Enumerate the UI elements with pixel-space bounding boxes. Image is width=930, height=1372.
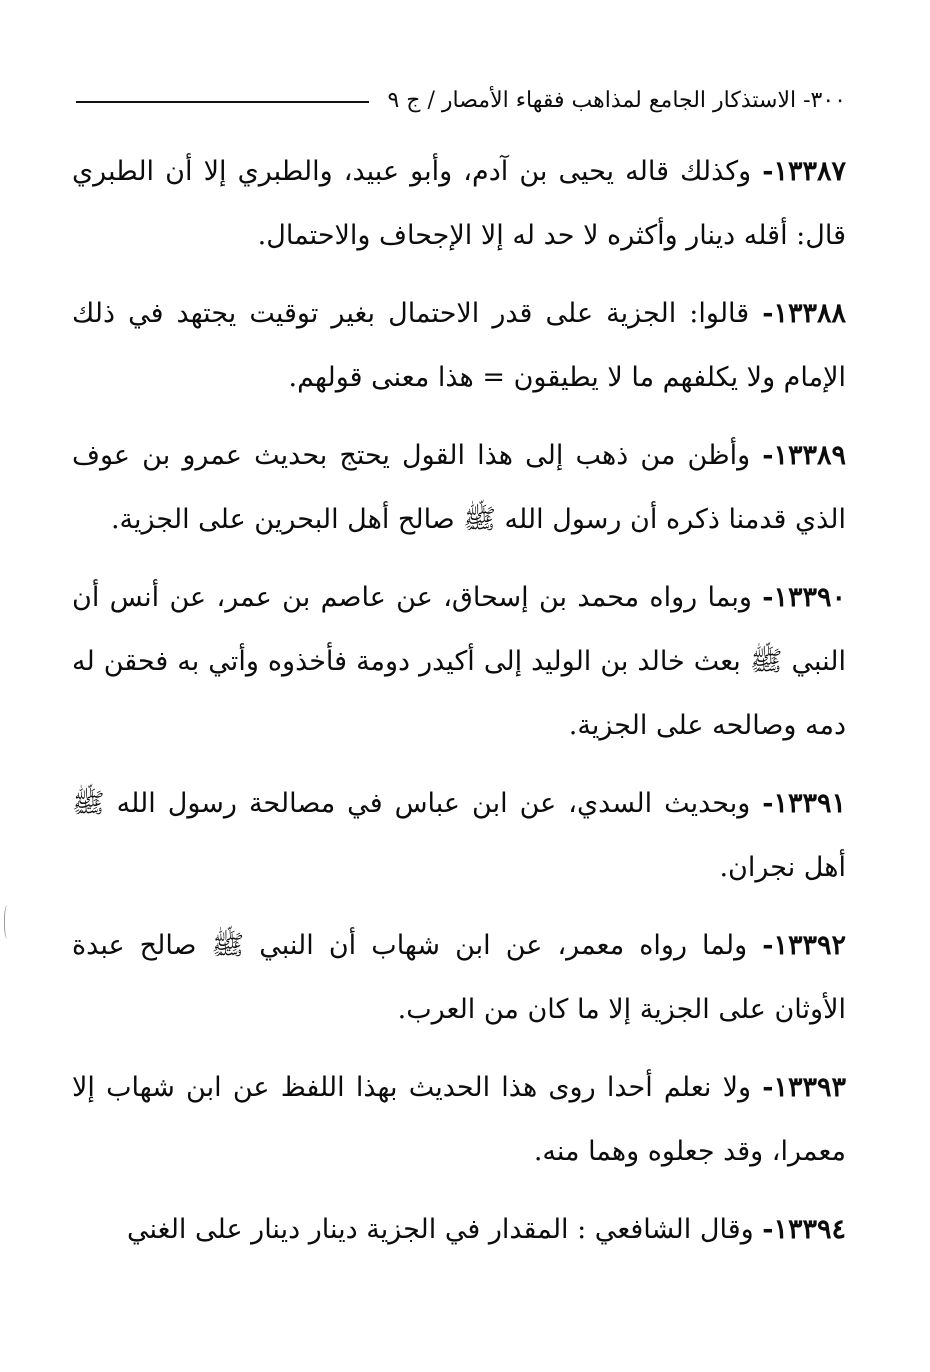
- paragraph-13390: [72, 566, 846, 758]
- paragraph-13391: [72, 772, 846, 900]
- paragraph-text: وأظن من ذهب إلى هذا القول يحتج بحديث عمرو بن عوف الذي قدمنا ذكره أن رسول الله ﷺ صالح أهل البحرين على الجزية.: [72, 440, 846, 535]
- paragraph-text: وبما رواه محمد بن إسحاق، عن عاصم بن عمر، عن أنس أن النبي ﷺ بعث خالد بن الوليد إلى أكيدر دومة فأخذوه وأتي به فحقن له دمه وصالحه على الجزية.: [72, 582, 846, 741]
- paragraph-13392: [72, 914, 846, 1042]
- paragraph-text: وقال الشافعي : المقدار في الجزية دينار دينار على الغني: [127, 1214, 754, 1245]
- paragraph-number: ١٣٣٩٤-: [762, 1214, 846, 1245]
- paragraph-text: وكذلك قاله يحيى بن آدم، وأبو عبيد، والطبري إلا أن الطبري قال: أقله دينار وأكثره لا حد له إلا الإجحاف والاحتمال.: [72, 156, 846, 251]
- paragraph-number: ١٣٣٩٣-: [762, 1072, 846, 1103]
- paragraph-number: ١٣٣٩٢-: [762, 930, 846, 961]
- paragraph-13394: [72, 1198, 846, 1262]
- paragraph-13393: [72, 1056, 846, 1184]
- scan-margin-mark: [4, 905, 13, 939]
- body-text: [72, 140, 846, 1276]
- paragraph-text: ولما رواه معمر، عن ابن شهاب أن النبي ﷺ صالح عبدة الأوثان على الجزية إلا ما كان من العرب.: [72, 930, 846, 1025]
- header-title: ٣٠٠- الاستذكار الجامع لمذاهب فقهاء الأمصار / ج ٩: [387, 87, 846, 113]
- paragraph-number: ١٣٣٩٠-: [762, 582, 846, 613]
- paragraph-number: ١٣٣٩١-: [762, 788, 846, 819]
- paragraph-13388: [72, 282, 846, 410]
- paragraph-text: قالوا: الجزية على قدر الاحتمال بغير توقيت يجتهد في ذلك الإمام ولا يكلفهم ما لا يطيقون = هذا معنى قولهم.: [72, 298, 846, 393]
- paragraph-number: ١٣٣٨٧-: [762, 156, 846, 187]
- paragraph-text: وبحديث السدي، عن ابن عباس في مصالحة رسول الله ﷺ أهل نجران.: [72, 788, 846, 883]
- paragraph-13389: [72, 424, 846, 552]
- paragraph-13387: [72, 140, 846, 268]
- header-rule: [76, 101, 369, 103]
- paragraph-text: ولا نعلم أحدا روى هذا الحديث بهذا اللفظ عن ابن شهاب إلا معمرا، وقد جعلوه وهما منه.: [72, 1072, 846, 1167]
- paragraph-number: ١٣٣٨٨-: [762, 298, 846, 329]
- running-header: [76, 78, 846, 122]
- paragraph-number: ١٣٣٨٩-: [762, 440, 846, 471]
